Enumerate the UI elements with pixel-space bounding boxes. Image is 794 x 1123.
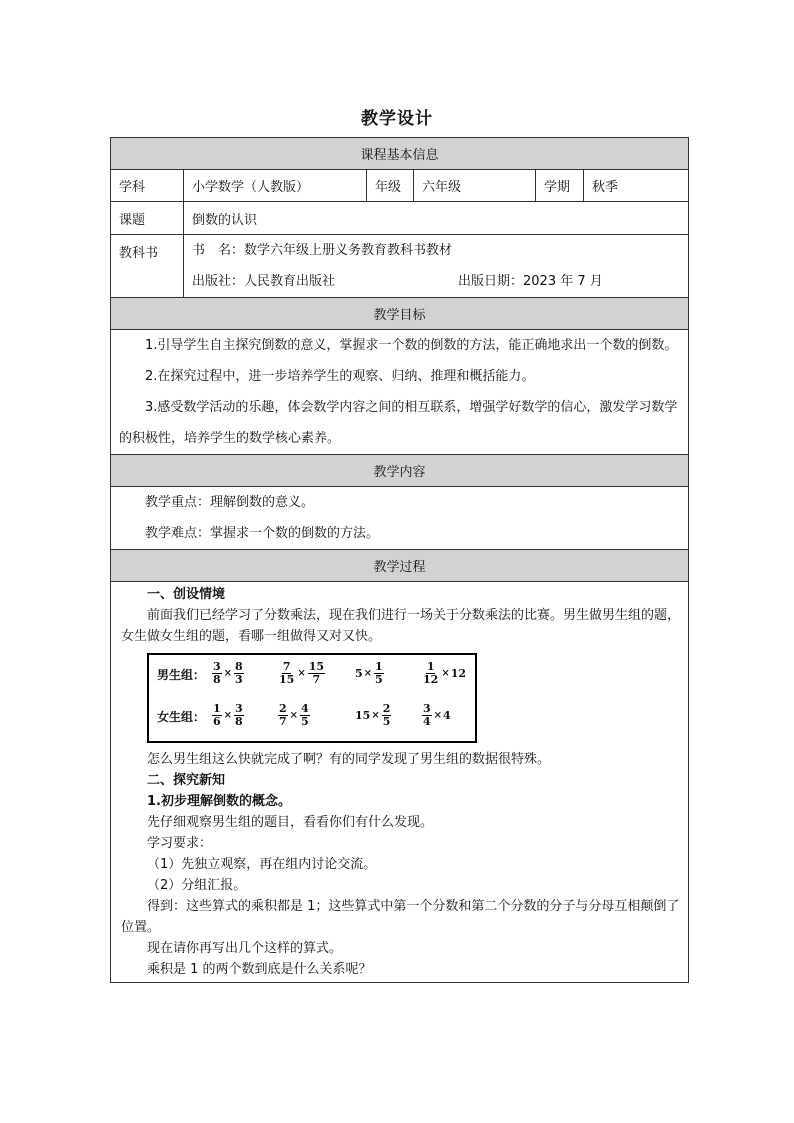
denominator: 6 xyxy=(213,715,221,728)
section-2-line-2: 学习要求： xyxy=(147,836,213,851)
boys-expression-3 xyxy=(355,661,385,686)
girls-expression-4 xyxy=(421,703,451,728)
content-body xyxy=(111,487,689,550)
key-point: 教学重点：理解倒数的意义。 xyxy=(145,495,315,510)
times-sign: × xyxy=(289,710,299,721)
boys-expression-1 xyxy=(211,661,245,686)
fraction xyxy=(234,703,244,728)
denominator: 5 xyxy=(382,715,391,728)
boys-group-label: 男生组： xyxy=(157,668,206,682)
book-name: 书 名：数学六年级上册义务教育教科书教材 xyxy=(192,243,453,258)
denominator: 7 xyxy=(279,715,287,728)
subject-value: 小学数学（人教版） xyxy=(184,170,367,202)
integer-operand: 12 xyxy=(450,667,467,680)
denominator: 15 xyxy=(279,673,295,686)
fraction xyxy=(212,703,222,728)
girls-expression-2 xyxy=(277,703,311,728)
section-1-text: 前面我们已经学习了分数乘法，现在我们进行一场关于分数乘法的比赛。男生做男生组的题，女生做女生组的题，看哪一组做得又对又快。 xyxy=(121,608,681,644)
fraction xyxy=(212,661,222,686)
difficulty: 教学难点：掌握求一个数的倒数的方法。 xyxy=(145,526,380,541)
topic-label: 课题 xyxy=(111,202,184,235)
term-value: 秋季 xyxy=(584,170,689,202)
process-body xyxy=(111,582,689,983)
requirement-2: （2）分组汇报。 xyxy=(147,878,247,893)
denominator: 5 xyxy=(375,673,383,686)
process-header: 教学过程 xyxy=(111,550,689,582)
numerator: 8 xyxy=(235,660,243,673)
numerator: 4 xyxy=(301,702,309,715)
section-2-title: 二、探究新知 xyxy=(147,773,226,788)
girls-expression-1 xyxy=(211,703,245,728)
fraction xyxy=(234,661,244,686)
subject-label: 学科 xyxy=(111,170,184,202)
denominator: 12 xyxy=(423,673,439,686)
denominator: 8 xyxy=(213,673,221,686)
numerator: 2 xyxy=(382,702,391,715)
textbook-info xyxy=(184,235,689,298)
fraction xyxy=(308,661,325,686)
fraction xyxy=(374,661,384,686)
integer-operand: 15 xyxy=(355,709,371,722)
boys-expression-4 xyxy=(421,661,466,686)
goals-body xyxy=(111,330,689,455)
goals-header: 教学目标 xyxy=(111,298,689,330)
fraction xyxy=(300,703,310,728)
quiz-box xyxy=(147,653,477,743)
girls-group-label: 女生组： xyxy=(157,710,206,724)
textbook-label: 教科书 xyxy=(111,235,184,298)
denominator: 8 xyxy=(235,715,243,728)
publish-date: 出版日期：2023 年 7 月 xyxy=(458,274,603,289)
section-2-line-4: 乘积是 1 的两个数到底是什么关系呢？ xyxy=(147,962,372,977)
times-sign: × xyxy=(363,668,373,679)
times-sign: × xyxy=(433,710,443,721)
numerator: 3 xyxy=(213,660,221,673)
goal-item-3: 3.感受数学活动的乐趣，体会数学内容之间的相互联系，增强学好数学的信心，激发学习数学的积极性，培养学生的数学核心素养。 xyxy=(119,400,678,446)
numerator: 15 xyxy=(308,660,325,673)
basic-info-header: 课程基本信息 xyxy=(111,138,689,170)
section-2-subtitle: 1.初步理解倒数的概念。 xyxy=(147,794,291,809)
grade-value: 六年级 xyxy=(414,170,536,202)
fraction xyxy=(278,703,288,728)
document-title: 教学设计 xyxy=(361,109,433,129)
boys-expression-2 xyxy=(277,661,326,686)
numerator: 7 xyxy=(282,660,291,673)
publish-line xyxy=(192,266,680,297)
denominator: 5 xyxy=(301,715,309,728)
section-2-line-3: 现在请你再写出几个这样的算式。 xyxy=(147,941,343,956)
publisher: 出版社：人民教育出版社 xyxy=(192,274,336,289)
numerator: 1 xyxy=(375,660,383,673)
content-header: 教学内容 xyxy=(111,455,689,487)
fraction xyxy=(422,661,439,686)
times-sign: × xyxy=(297,668,306,679)
numerator: 3 xyxy=(235,702,243,715)
section-1-title: 一、创设情境 xyxy=(147,587,226,602)
numerator: 1 xyxy=(426,660,435,673)
section-1-after: 怎么男生组这么快就完成了啊？有的同学发现了男生组的数据很特殊。 xyxy=(147,752,551,767)
topic-value: 倒数的认识 xyxy=(184,202,689,235)
times-sign: × xyxy=(371,710,380,721)
term-label: 学期 xyxy=(536,170,584,202)
goal-item-2: 2.在探究过程中，进一步培养学生的观察、归纳、推理和概括能力。 xyxy=(145,369,535,384)
denominator: 3 xyxy=(235,673,243,686)
times-sign: × xyxy=(441,668,450,679)
denominator: 4 xyxy=(423,715,431,728)
section-2-line-1: 先仔细观察男生组的题目，看看你们有什么发现。 xyxy=(147,815,434,830)
numerator: 2 xyxy=(279,702,287,715)
integer-operand: 4 xyxy=(443,709,451,722)
fraction xyxy=(278,661,295,686)
times-sign: × xyxy=(223,668,233,679)
times-sign: × xyxy=(223,710,233,721)
lesson-plan-table xyxy=(110,137,689,983)
fraction xyxy=(382,703,392,728)
girls-expression-3 xyxy=(355,703,392,728)
numerator: 1 xyxy=(213,702,221,715)
goal-item-1: 1.引导学生自主探究倒数的意义，掌握求一个数的倒数的方法，能正确地求出一个数的倒数。 xyxy=(145,338,678,353)
numerator: 3 xyxy=(423,702,431,715)
integer-operand: 5 xyxy=(355,667,363,680)
requirement-1: （1）先独立观察，再在组内讨论交流。 xyxy=(147,857,377,872)
section-2-result: 得到：这些算式的乘积都是 1；这些算式中第一个分数和第二个分数的分子与分母互相颠倒了位置。 xyxy=(121,899,680,935)
grade-label: 年级 xyxy=(367,170,414,202)
fraction xyxy=(422,703,432,728)
denominator: 7 xyxy=(312,673,321,686)
